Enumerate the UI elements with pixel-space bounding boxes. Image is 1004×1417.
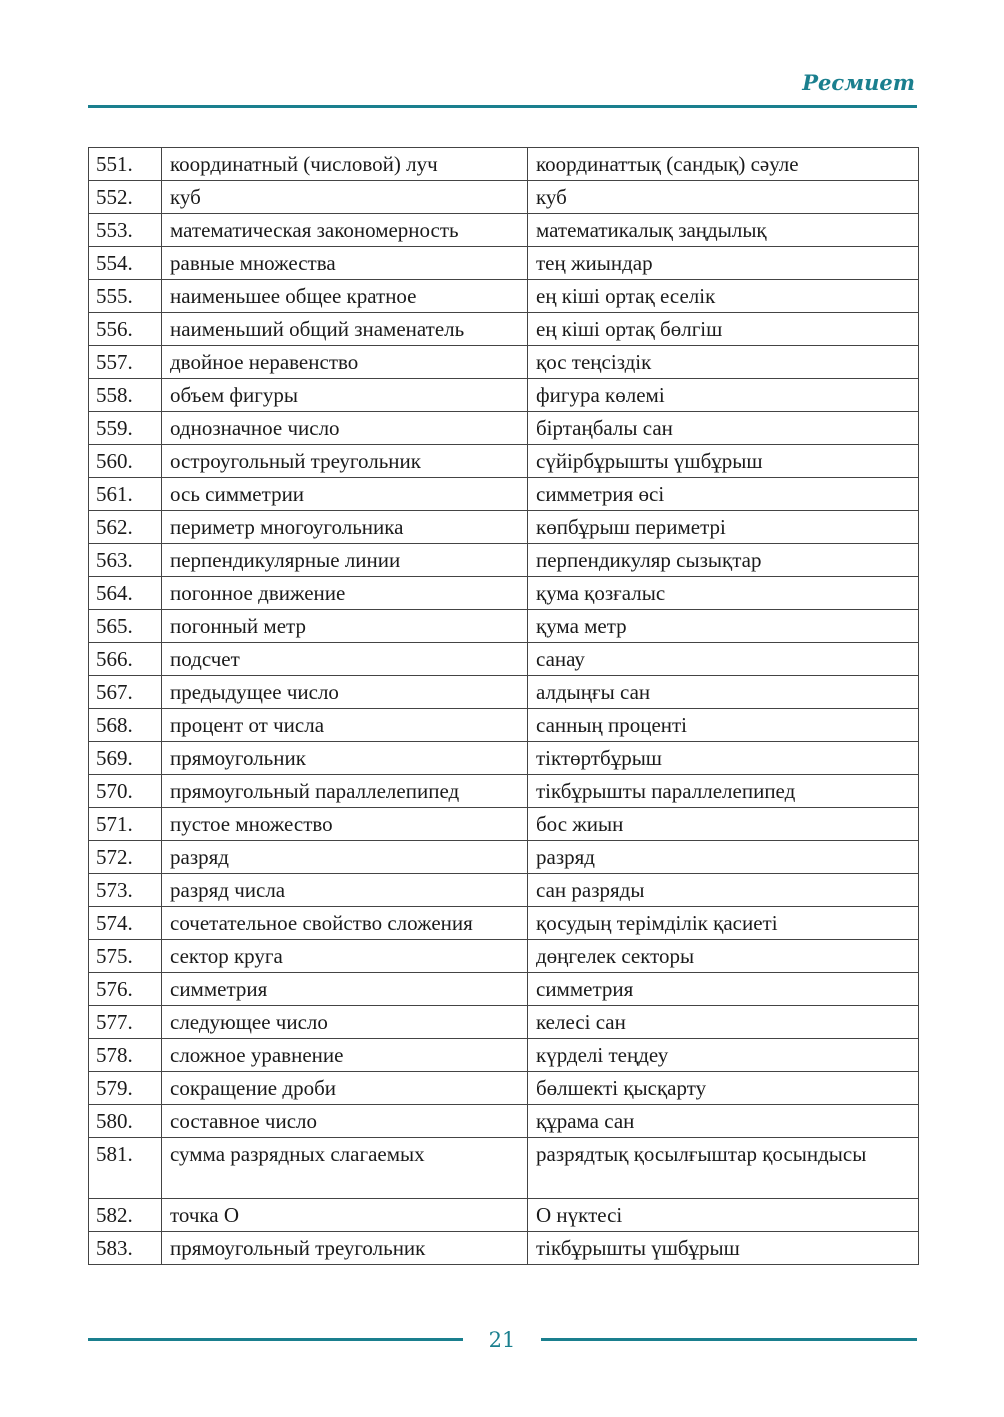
term-kazakh-cell: тікбұрышты үшбұрыш	[528, 1232, 919, 1265]
table-row	[89, 874, 919, 907]
table-row	[89, 214, 919, 247]
table-row	[89, 1105, 919, 1138]
term-kazakh-cell: тіктөртбұрыш	[528, 742, 919, 775]
term-russian-cell: разряд	[162, 841, 528, 874]
term-russian-cell: ось симметрии	[162, 478, 528, 511]
page-header-title: Ресмиет	[802, 70, 915, 95]
table-row	[89, 181, 919, 214]
term-number-cell: 566.	[89, 643, 162, 676]
term-number-cell: 565.	[89, 610, 162, 643]
term-kazakh-cell: перпендикуляр сызықтар	[528, 544, 919, 577]
term-russian-cell: двойное неравенство	[162, 346, 528, 379]
table-row	[89, 346, 919, 379]
table-row	[89, 940, 919, 973]
header-divider	[88, 105, 917, 108]
term-kazakh-cell: сүйірбұрышты үшбұрыш	[528, 445, 919, 478]
term-russian-cell: составное число	[162, 1105, 528, 1138]
term-number-cell: 554.	[89, 247, 162, 280]
term-russian-cell: предыдущее число	[162, 676, 528, 709]
table-row	[89, 1199, 919, 1232]
table-row	[89, 709, 919, 742]
term-russian-cell: однозначное число	[162, 412, 528, 445]
term-number-cell: 577.	[89, 1006, 162, 1039]
term-kazakh-cell: қума қозғалыс	[528, 577, 919, 610]
table-row	[89, 1072, 919, 1105]
term-number-cell: 579.	[89, 1072, 162, 1105]
table-row	[89, 1138, 919, 1199]
term-number-cell: 557.	[89, 346, 162, 379]
term-number-cell: 551.	[89, 148, 162, 181]
term-number-cell: 581.	[89, 1138, 162, 1199]
term-kazakh-cell: фигура көлемі	[528, 379, 919, 412]
term-kazakh-cell: разрядтық қосылғыштар қосындысы	[528, 1138, 919, 1199]
term-russian-cell: куб	[162, 181, 528, 214]
table-row	[89, 544, 919, 577]
term-number-cell: 567.	[89, 676, 162, 709]
term-russian-cell: прямоугольный параллелепипед	[162, 775, 528, 808]
term-number-cell: 578.	[89, 1039, 162, 1072]
term-russian-cell: пустое множество	[162, 808, 528, 841]
term-kazakh-cell: санау	[528, 643, 919, 676]
term-russian-cell: прямоугольник	[162, 742, 528, 775]
term-russian-cell: сокращение дроби	[162, 1072, 528, 1105]
term-number-cell: 571.	[89, 808, 162, 841]
term-number-cell: 555.	[89, 280, 162, 313]
glossary-table	[88, 147, 919, 1265]
table-row	[89, 643, 919, 676]
term-russian-cell: математическая закономерность	[162, 214, 528, 247]
term-number-cell: 573.	[89, 874, 162, 907]
term-number-cell: 569.	[89, 742, 162, 775]
table-row	[89, 478, 919, 511]
term-russian-cell: сумма разрядных слагаемых	[162, 1138, 528, 1199]
table-row	[89, 511, 919, 544]
table-row	[89, 808, 919, 841]
term-kazakh-cell: куб	[528, 181, 919, 214]
term-number-cell: 580.	[89, 1105, 162, 1138]
term-number-cell: 572.	[89, 841, 162, 874]
table-row	[89, 148, 919, 181]
term-number-cell: 575.	[89, 940, 162, 973]
footer-divider-right	[541, 1338, 917, 1341]
term-kazakh-cell: алдыңғы сан	[528, 676, 919, 709]
term-number-cell: 560.	[89, 445, 162, 478]
term-russian-cell: периметр многоугольника	[162, 511, 528, 544]
term-number-cell: 582.	[89, 1199, 162, 1232]
table-row	[89, 742, 919, 775]
term-number-cell: 568.	[89, 709, 162, 742]
term-number-cell: 583.	[89, 1232, 162, 1265]
term-russian-cell: следующее число	[162, 1006, 528, 1039]
term-number-cell: 562.	[89, 511, 162, 544]
table-row	[89, 313, 919, 346]
term-number-cell: 570.	[89, 775, 162, 808]
term-russian-cell: координатный (числовой) луч	[162, 148, 528, 181]
term-kazakh-cell: қума метр	[528, 610, 919, 643]
term-kazakh-cell: координаттық (сандық) сәуле	[528, 148, 919, 181]
term-kazakh-cell: тікбұрышты параллелепипед	[528, 775, 919, 808]
term-kazakh-cell: математикалық заңдылық	[528, 214, 919, 247]
term-russian-cell: наименьший общий знаменатель	[162, 313, 528, 346]
table-row	[89, 577, 919, 610]
term-russian-cell: перпендикулярные линии	[162, 544, 528, 577]
term-number-cell: 561.	[89, 478, 162, 511]
term-kazakh-cell: симметрия өсі	[528, 478, 919, 511]
term-russian-cell: подсчет	[162, 643, 528, 676]
term-russian-cell: прямоугольный треугольник	[162, 1232, 528, 1265]
table-row	[89, 247, 919, 280]
term-russian-cell: точка О	[162, 1199, 528, 1232]
term-russian-cell: разряд числа	[162, 874, 528, 907]
term-kazakh-cell: күрделі теңдеу	[528, 1039, 919, 1072]
term-russian-cell: симметрия	[162, 973, 528, 1006]
table-row	[89, 907, 919, 940]
term-russian-cell: остроугольный треугольник	[162, 445, 528, 478]
term-kazakh-cell: дөңгелек секторы	[528, 940, 919, 973]
table-row	[89, 973, 919, 1006]
term-russian-cell: погонный метр	[162, 610, 528, 643]
term-kazakh-cell: разряд	[528, 841, 919, 874]
term-russian-cell: объем фигуры	[162, 379, 528, 412]
term-russian-cell: погонное движение	[162, 577, 528, 610]
term-number-cell: 576.	[89, 973, 162, 1006]
table-row	[89, 1006, 919, 1039]
term-number-cell: 564.	[89, 577, 162, 610]
term-number-cell: 553.	[89, 214, 162, 247]
term-number-cell: 556.	[89, 313, 162, 346]
term-russian-cell: равные множества	[162, 247, 528, 280]
term-number-cell: 574.	[89, 907, 162, 940]
term-kazakh-cell: симметрия	[528, 973, 919, 1006]
table-row	[89, 379, 919, 412]
term-russian-cell: сложное уравнение	[162, 1039, 528, 1072]
table-row	[89, 841, 919, 874]
table-row	[89, 280, 919, 313]
term-number-cell: 552.	[89, 181, 162, 214]
term-kazakh-cell: қос теңсіздік	[528, 346, 919, 379]
term-kazakh-cell: қосудың терімділік қасиеті	[528, 907, 919, 940]
term-number-cell: 563.	[89, 544, 162, 577]
term-russian-cell: сочетательное свойство сложения	[162, 907, 528, 940]
term-number-cell: 558.	[89, 379, 162, 412]
term-kazakh-cell: ең кіші ортақ бөлгіш	[528, 313, 919, 346]
table-row	[89, 1232, 919, 1265]
term-kazakh-cell: бөлшекті қысқарту	[528, 1072, 919, 1105]
table-row	[89, 610, 919, 643]
term-russian-cell: наименьшее общее кратное	[162, 280, 528, 313]
term-russian-cell: сектор круга	[162, 940, 528, 973]
term-number-cell: 559.	[89, 412, 162, 445]
table-row	[89, 445, 919, 478]
term-kazakh-cell: ең кіші ортақ еселік	[528, 280, 919, 313]
term-kazakh-cell: келесі сан	[528, 1006, 919, 1039]
term-kazakh-cell: тең жиындар	[528, 247, 919, 280]
term-kazakh-cell: біртаңбалы сан	[528, 412, 919, 445]
table-row	[89, 1039, 919, 1072]
term-kazakh-cell: бос жиын	[528, 808, 919, 841]
table-row	[89, 412, 919, 445]
glossary-body	[89, 148, 919, 1265]
term-kazakh-cell: сан разряды	[528, 874, 919, 907]
footer-divider-left	[88, 1338, 463, 1341]
term-kazakh-cell: санның проценті	[528, 709, 919, 742]
term-kazakh-cell: құрама сан	[528, 1105, 919, 1138]
table-row	[89, 676, 919, 709]
page-number: 21	[488, 1328, 516, 1352]
term-kazakh-cell: көпбұрыш периметрі	[528, 511, 919, 544]
table-row	[89, 775, 919, 808]
term-kazakh-cell: О нүктесі	[528, 1199, 919, 1232]
term-russian-cell: процент от числа	[162, 709, 528, 742]
